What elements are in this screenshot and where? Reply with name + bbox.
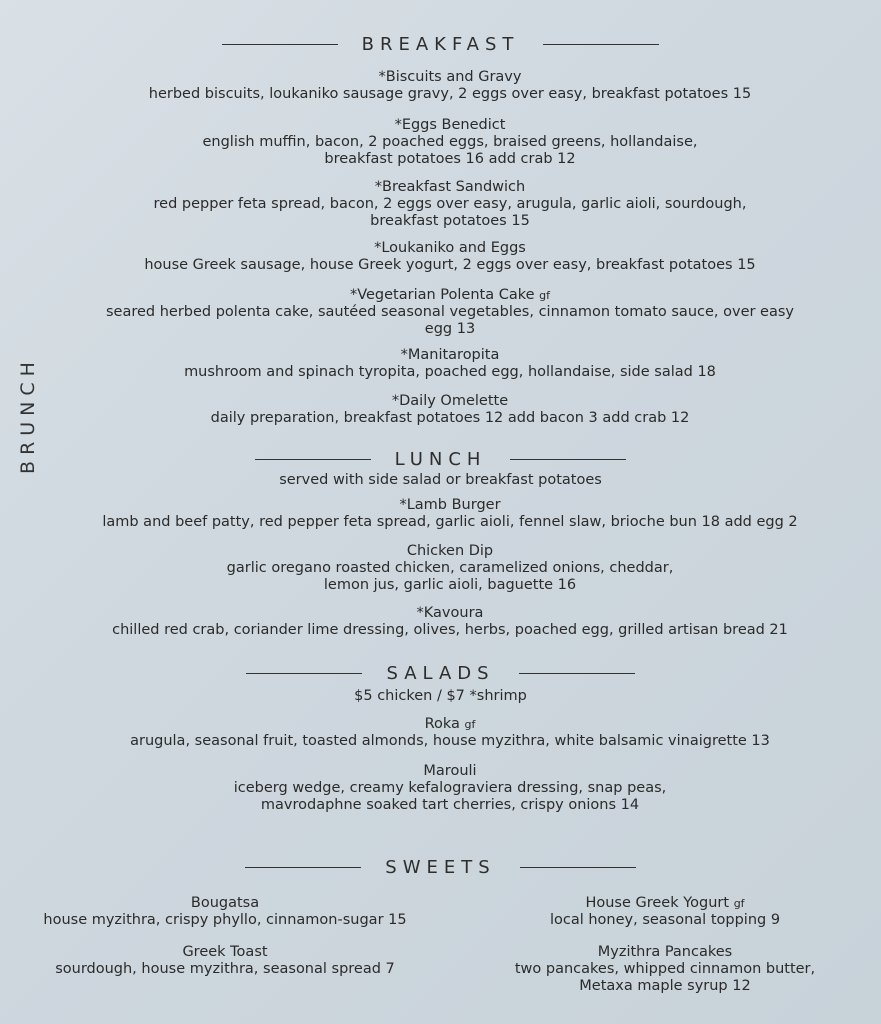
menu-item-daily-omelette bbox=[40, 393, 860, 427]
item-name: *Biscuits and Gravy bbox=[378, 69, 522, 85]
salads-heading bbox=[0, 663, 881, 684]
item-name bbox=[455, 895, 875, 912]
heading-rule-right bbox=[520, 867, 636, 868]
item-desc: arugula, seasonal fruit, toasted almonds, house myzithra, white balsamic vinaigrette 13 bbox=[130, 733, 770, 749]
heading-rule-left bbox=[222, 44, 338, 45]
heading-rule-right bbox=[519, 673, 635, 674]
heading-rule-right bbox=[510, 459, 626, 460]
menu-item-roka bbox=[40, 716, 860, 750]
item-desc: mushroom and spinach tyropita, poached egg, hollandaise, side salad 18 bbox=[184, 364, 716, 380]
item-name: *Eggs Benedict bbox=[394, 117, 506, 133]
item-name: *Manitaropita bbox=[400, 347, 500, 363]
item-name bbox=[40, 716, 860, 733]
menu-item-breakfast-sandwich bbox=[40, 179, 860, 230]
item-desc: chilled red crab, coriander lime dressing, olives, herbs, poached egg, grilled artisan bread 21 bbox=[112, 622, 788, 638]
item-name-text: House Greek Yogurt bbox=[585, 895, 730, 911]
menu-item-biscuits-and-gravy bbox=[40, 69, 860, 103]
heading-rule-left bbox=[255, 459, 371, 460]
menu-item-eggs-benedict bbox=[40, 117, 860, 168]
lunch-heading bbox=[0, 449, 881, 470]
item-desc: garlic oregano roasted chicken, caramelized onions, cheddar, bbox=[226, 560, 674, 576]
menu-item-kavoura bbox=[40, 605, 860, 639]
salads-title: SALADS bbox=[386, 663, 495, 684]
breakfast-heading bbox=[0, 34, 881, 55]
menu-item-manitaropita bbox=[40, 347, 860, 381]
item-desc: sourdough, house myzithra, seasonal spread 7 bbox=[55, 961, 395, 977]
gluten-free-tag: gf bbox=[733, 897, 745, 910]
item-name: *Loukaniko and Eggs bbox=[374, 240, 526, 256]
item-name-text: Roka bbox=[424, 716, 460, 732]
item-name: Myzithra Pancakes bbox=[597, 944, 733, 960]
lunch-title: LUNCH bbox=[394, 449, 487, 470]
item-desc: local honey, seasonal topping 9 bbox=[549, 912, 781, 928]
breakfast-title: BREAKFAST bbox=[361, 34, 520, 55]
item-desc: lemon jus, garlic aioli, baguette 16 bbox=[323, 577, 577, 593]
sweets-title: SWEETS bbox=[385, 857, 496, 878]
menu-item-myzithra-pancakes bbox=[455, 944, 875, 995]
menu-item-bougatsa bbox=[15, 895, 435, 929]
menu-item-house-greek-yogurt bbox=[455, 895, 875, 929]
item-desc: english muffin, bacon, 2 poached eggs, braised greens, hollandaise, bbox=[202, 134, 698, 150]
menu-item-chicken-dip bbox=[40, 543, 860, 594]
salads-subtitle: $5 chicken / $7 *shrimp bbox=[354, 688, 527, 704]
item-name bbox=[40, 287, 860, 304]
brunch-label: BRUNCH bbox=[17, 356, 40, 474]
gluten-free-tag: gf bbox=[539, 289, 551, 302]
menu-item-lamb-burger bbox=[40, 497, 860, 531]
item-name: Greek Toast bbox=[182, 944, 268, 960]
item-desc: breakfast potatoes 15 bbox=[370, 213, 530, 229]
menu-item-greek-toast bbox=[15, 944, 435, 978]
item-desc: lamb and beef patty, red pepper feta spread, garlic aioli, fennel slaw, brioche bun 18 add egg 2 bbox=[102, 514, 798, 530]
item-desc: daily preparation, breakfast potatoes 12 add bacon 3 add crab 12 bbox=[210, 410, 690, 426]
heading-rule-left bbox=[246, 673, 362, 674]
item-name: *Breakfast Sandwich bbox=[374, 179, 526, 195]
item-desc: breakfast potatoes 16 add crab 12 bbox=[324, 151, 576, 167]
sweets-heading bbox=[0, 857, 881, 878]
menu-item-marouli bbox=[40, 763, 860, 814]
lunch-subtitle: served with side salad or breakfast potatoes bbox=[279, 472, 602, 488]
item-desc: house Greek sausage, house Greek yogurt, 2 eggs over easy, breakfast potatoes 15 bbox=[144, 257, 756, 273]
menu-item-vegetarian-polenta-cake bbox=[40, 287, 860, 338]
item-desc: mavrodaphne soaked tart cherries, crispy onions 14 bbox=[260, 797, 640, 813]
item-desc: seared herbed polenta cake, sautéed seasonal vegetables, cinnamon tomato sauce, over easy bbox=[105, 304, 795, 320]
item-name-text: *Vegetarian Polenta Cake bbox=[349, 287, 535, 303]
item-desc: two pancakes, whipped cinnamon butter, bbox=[514, 961, 816, 977]
item-name: *Daily Omelette bbox=[391, 393, 509, 409]
item-name: *Kavoura bbox=[416, 605, 484, 621]
gluten-free-tag: gf bbox=[464, 718, 476, 731]
heading-rule-right bbox=[543, 44, 659, 45]
item-desc: egg 13 bbox=[424, 321, 476, 337]
item-desc: Metaxa maple syrup 12 bbox=[579, 978, 751, 994]
item-name: Bougatsa bbox=[190, 895, 260, 911]
menu-item-loukaniko-and-eggs bbox=[40, 240, 860, 274]
item-desc: house myzithra, crispy phyllo, cinnamon-sugar 15 bbox=[43, 912, 407, 928]
item-desc: herbed biscuits, loukaniko sausage gravy, 2 eggs over easy, breakfast potatoes 15 bbox=[148, 86, 752, 102]
item-name: Marouli bbox=[423, 763, 477, 779]
item-name: *Lamb Burger bbox=[399, 497, 501, 513]
item-name: Chicken Dip bbox=[406, 543, 494, 559]
item-desc: red pepper feta spread, bacon, 2 eggs over easy, arugula, garlic aioli, sourdough, bbox=[153, 196, 747, 212]
heading-rule-left bbox=[245, 867, 361, 868]
item-desc: iceberg wedge, creamy kefalograviera dressing, snap peas, bbox=[233, 780, 667, 796]
